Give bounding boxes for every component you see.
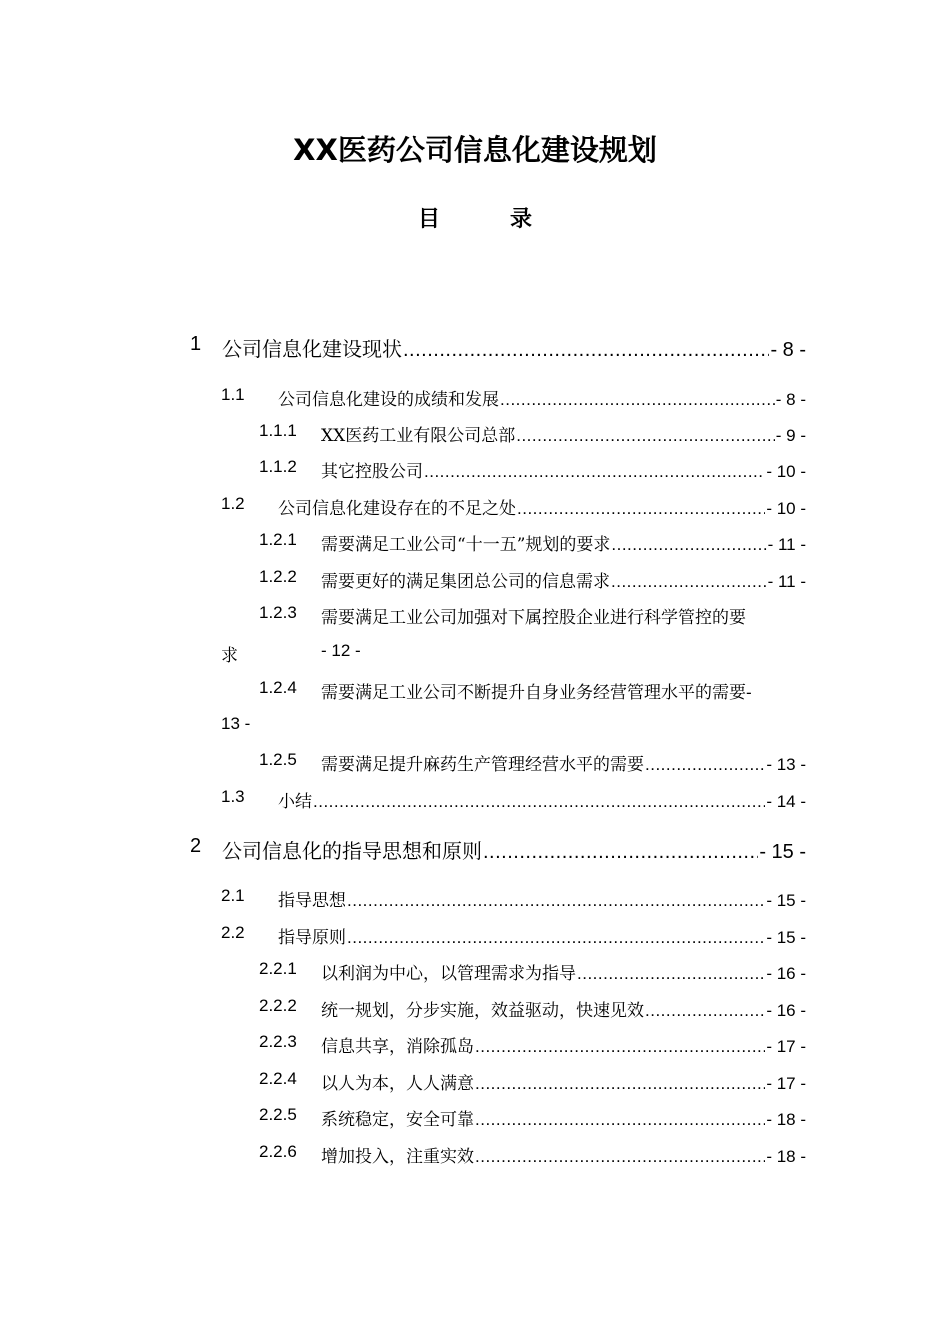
toc-entry-number: 2.2.4 (259, 1069, 297, 1088)
toc-leader (517, 499, 765, 519)
toc-heading-char-2: 录 (510, 207, 533, 232)
toc-entry-page: - 11 - (767, 535, 806, 554)
toc-entry-page: - 18 - (766, 1110, 806, 1129)
toc-entry-title: 指导思想 (278, 891, 346, 911)
toc-entry-title: 以人为本，人人满意 (321, 1074, 474, 1094)
toc-entry-number: 1.2.3 (259, 603, 297, 622)
toc-entry-page: - 8 - (770, 339, 806, 361)
toc-entry-title: 需要满足工业公司“十一五”规划的要求 (321, 535, 611, 555)
toc-entry-page: - 17 - (766, 1074, 806, 1093)
toc-heading (0, 202, 950, 233)
toc-entry-title: 公司信息化的指导思想和原则 (222, 839, 482, 863)
toc-entry-number: 1.2.5 (259, 750, 297, 769)
toc-leader (611, 572, 767, 592)
toc-leader (516, 426, 775, 446)
toc-entry-number: 1.2.1 (259, 530, 297, 549)
toc-entry-page: 13 - (221, 714, 251, 733)
toc-entry-title: 需要满足提升麻药生产管理经营水平的需要 (321, 755, 644, 775)
toc-entry-title: 需要满足工业公司不断提升自身业务经营管理水平的需要 (321, 683, 746, 703)
toc-leader (645, 755, 765, 775)
toc-leader (403, 339, 769, 362)
toc-leader (645, 1001, 765, 1021)
toc-leader (611, 535, 766, 555)
toc-entry-number: 1.1.1 (259, 421, 297, 440)
toc-entry-page: - 10 - (766, 499, 806, 518)
toc-entry-number: 2.2 (221, 923, 245, 942)
toc-entry-number: 2.2.5 (259, 1105, 297, 1124)
toc-entry-page: - 9 - (775, 426, 806, 445)
toc-entry-number: 2.2.2 (259, 996, 297, 1015)
toc-entry-title: XX医药工业有限公司总部 (321, 426, 516, 446)
toc-entry-page: - 11 - (767, 572, 806, 591)
toc-entry-number: 2.2.6 (259, 1142, 297, 1161)
toc-entry-title: 统一规划，分步实施，效益驱动，快速见效 (321, 1001, 644, 1021)
toc-entry-page: - 18 - (766, 1147, 806, 1166)
toc-entry-number: 1.2.2 (259, 567, 297, 586)
toc-leader (475, 1147, 765, 1167)
toc-entry-title: 公司信息化建设存在的不足之处 (278, 499, 516, 519)
toc-entry-title: 增加投入，注重实效 (321, 1147, 474, 1167)
toc-entry-page: - 14 - (766, 792, 806, 811)
toc-entry-page: - 16 - (766, 964, 806, 983)
toc-entry-title: 其它控股公司 (321, 462, 423, 482)
toc-entry-title: 公司信息化建设现状 (222, 337, 402, 361)
toc-leader (347, 928, 765, 948)
toc-entry-page: - 8 - (775, 390, 806, 409)
toc-entry-number: 2 (190, 835, 202, 857)
toc-entry-title-continuation: 求 (221, 646, 238, 665)
toc-leader (577, 964, 765, 984)
toc-leader (347, 891, 765, 911)
toc-entry-number: 2.2.3 (259, 1032, 297, 1051)
toc-entry-title: 需要更好的满足集团总公司的信息需求 (321, 572, 610, 592)
toc-leader (475, 1074, 765, 1094)
toc-entry-number: 1 (190, 333, 202, 355)
toc-entry-page-dash: - (746, 683, 752, 702)
toc-entry-title: 需要满足工业公司加强对下属控股企业进行科学管控的要 (321, 608, 746, 628)
toc-entry-number: 1.3 (221, 787, 245, 806)
toc-entry-page: - 15 - (766, 928, 806, 947)
toc-leader (475, 1110, 765, 1130)
toc-entry-title: 系统稳定，安全可靠 (321, 1110, 474, 1130)
toc-entry-page: - 16 - (766, 1001, 806, 1020)
toc-entry-page: - 17 - (766, 1037, 806, 1056)
toc-entry-number: 2.1 (221, 886, 245, 905)
toc-entry-title: 以利润为中心，以管理需求为指导 (321, 964, 576, 984)
toc-heading-char-1: 目 (417, 207, 440, 232)
toc-entry-page: - 15 - (766, 891, 806, 910)
toc-entry-page: - 15 - (759, 841, 806, 863)
toc-entry-title: 指导原则 (278, 928, 346, 948)
toc-leader (424, 462, 765, 482)
document-title: XX医药公司信息化建设规划 (293, 133, 657, 167)
toc-entry-page: - 13 - (766, 755, 806, 774)
toc-entry-number: 1.2 (221, 494, 245, 513)
toc-entry-page: - 12 - (321, 641, 361, 660)
toc-leader (483, 841, 758, 864)
toc-entry-title: 小结 (278, 792, 312, 812)
toc-entry-title: 公司信息化建设的成绩和发展 (278, 390, 499, 410)
toc-entry-title: 信息共享，消除孤岛 (321, 1037, 474, 1057)
toc-leader (475, 1037, 765, 1057)
toc-entry-number: 1.1 (221, 385, 245, 404)
toc-entry-number: 2.2.1 (259, 959, 297, 978)
toc-entry-page: - 10 - (766, 462, 806, 481)
toc-entry-number: 1.1.2 (259, 457, 297, 476)
toc-entry-number: 1.2.4 (259, 678, 297, 697)
toc-leader (313, 792, 765, 812)
toc-leader (500, 390, 775, 410)
